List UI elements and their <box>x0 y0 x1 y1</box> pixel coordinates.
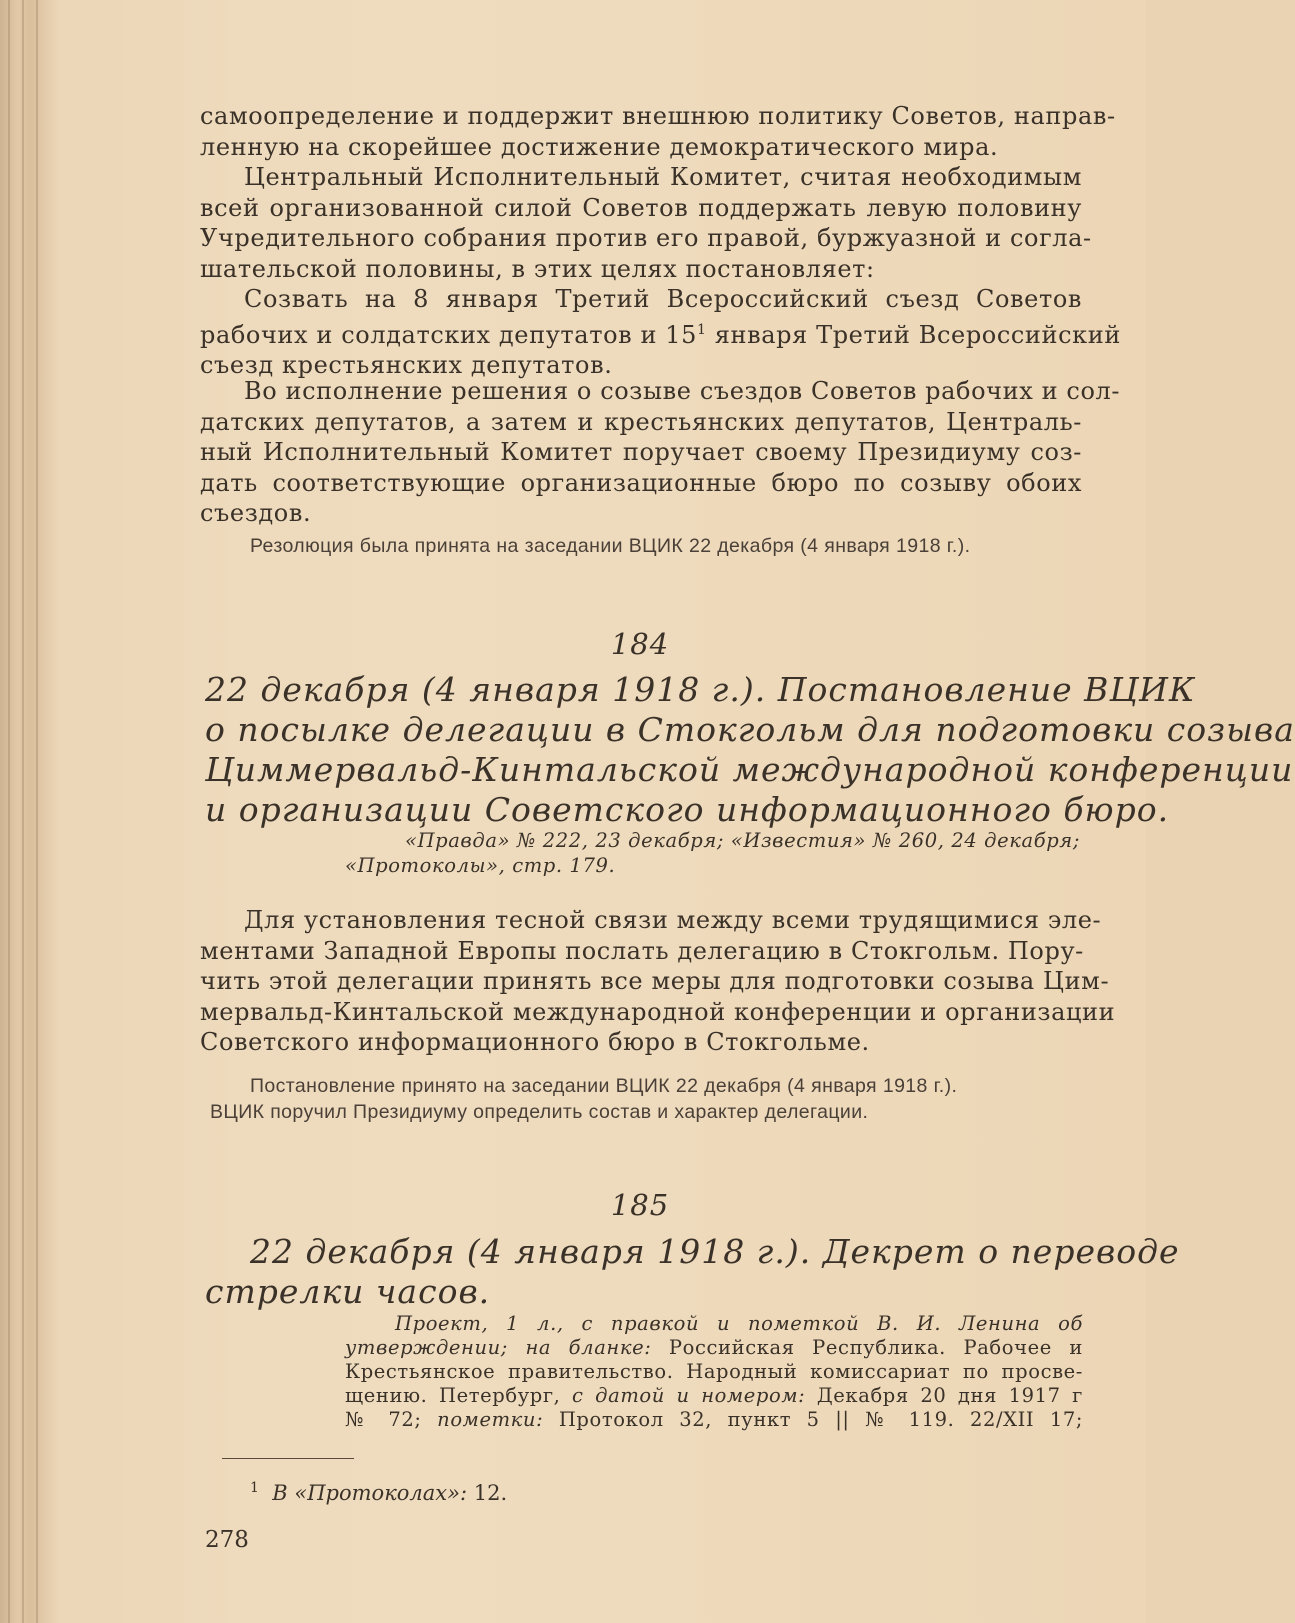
binding-edge <box>36 0 38 1623</box>
document-number: 184 <box>610 627 670 661</box>
binding-edge <box>8 0 10 1623</box>
paragraph-2 <box>200 162 1092 284</box>
resolution-note: Резолюция была принята на заседании ВЦИК 22 декабря (4 января 1918 г.). <box>250 535 971 557</box>
source-plain: щению. Петербург, <box>345 1384 573 1407</box>
source-plain: № 72; <box>345 1408 438 1431</box>
title-line: и организации Советского информационного бюро. <box>205 790 1170 829</box>
text-line: Во исполнение решения о созыве съездов Советов рабочих и сол- <box>244 377 1121 405</box>
text-line: датских депутатов, а затем и крестьянских депутатов, Централь- <box>200 407 1082 436</box>
source-plain: Российская Республика. Рабочее и <box>651 1336 1083 1359</box>
source-line <box>345 1408 1083 1432</box>
text-line: мервальд-Кинтальской международной конференции и организации <box>200 997 1116 1026</box>
text-line: ный Исполнительный Комитет поручает своему Президиуму соз- <box>200 438 1082 466</box>
paragraph-4 <box>200 376 1121 529</box>
text-line-with-footnote <box>200 315 1121 351</box>
title-line: 22 декабря (4 января 1918 г.). Декрет о переводе <box>250 1232 1180 1271</box>
source-line: Крестьянское правительство. Народный комиссариат по просве- <box>345 1360 1083 1383</box>
text-line: всей организованной силой Советов поддержать левую половину <box>200 193 1082 222</box>
note-line: ВЦИК поручил Президиуму определить состав и характер делегации. <box>210 1101 869 1123</box>
note-line: Постановление принято на заседании ВЦИК 22 декабря (4 января 1918 г.). <box>250 1075 958 1097</box>
text-line: Учредительного собрания против его правой, буржуазной и согла- <box>200 224 1092 252</box>
document-body <box>200 905 1116 1058</box>
document-number: 185 <box>610 1188 670 1222</box>
source-line: «Протоколы», стр. 179. <box>345 854 616 877</box>
document-title <box>205 1232 1180 1312</box>
source-line: Проект, 1 л., с правкой и пометкой В. И. Ленина об <box>395 1312 1083 1335</box>
text-line: Для установления тесной связи между всеми трудящимися эле- <box>244 906 1102 934</box>
source-line <box>345 1336 1083 1360</box>
text-line: ментами Западной Европы послать делегацию в Стокгольм. Пору- <box>200 936 1084 965</box>
text-line: самоопределение и поддержит внешнюю политику Советов, направ- <box>200 102 1116 130</box>
title-line: 22 декабря (4 января 1918 г.). Постановление ВЦИК <box>205 670 1196 709</box>
source-line <box>345 1384 1083 1408</box>
document-note <box>210 1073 1082 1125</box>
document-source <box>345 828 1080 878</box>
paragraph-1 <box>200 101 1116 162</box>
footnote-divider <box>222 1458 354 1459</box>
footnote <box>250 1480 507 1505</box>
text-line: ленную на скорейшее достижение демократического мира. <box>200 132 999 161</box>
source-italic: утверждении; на бланке: <box>345 1336 652 1359</box>
text-line: Созвать на 8 января Третий Всероссийский съезд Советов <box>244 285 1082 313</box>
paragraph-3 <box>200 284 1121 381</box>
document-title <box>205 670 1295 830</box>
text-line: Центральный Исполнительный Комитет, считая необходимым <box>244 163 1082 191</box>
title-line: стрелки часов. <box>205 1272 491 1311</box>
title-line: Циммервальд-Кинтальской международной конференции <box>205 750 1294 789</box>
text-fragment: рабочих и солдатских депутатов и 15 <box>200 320 698 349</box>
page-number: 278 <box>205 1527 249 1553</box>
text-fragment: января Третий Всероссийский <box>714 320 1121 349</box>
text-line: съезд крестьянских депутатов. <box>200 351 613 379</box>
footnote-italic: В «Протоколах»: <box>272 1481 468 1505</box>
source-italic: с датой и номером: <box>572 1384 806 1407</box>
source-plain: Протокол 32, пункт 5 || № 119. 22/XII 17; <box>543 1408 1083 1431</box>
footnote-ref: 1 <box>697 321 707 338</box>
source-line: «Правда» № 222, 23 декабря; «Известия» № 260, 24 декабря; <box>404 829 1080 852</box>
binding-edge <box>22 0 24 1623</box>
footnote-plain: 12. <box>467 1481 508 1505</box>
source-italic: пометки: <box>437 1408 544 1431</box>
text-line: чить этой делегации принять все меры для подготовки созыва Цим- <box>200 967 1110 995</box>
text-line: Советского информационного бюро в Стокгольме. <box>200 1028 870 1056</box>
document-source <box>345 1312 1083 1432</box>
title-line: о посылке делегации в Стокгольм для подготовки созыва <box>205 710 1295 749</box>
text-line: дать соответствующие организационные бюро по созыву обоих <box>200 468 1082 497</box>
text-line: шательской половины, в этих целях постановляет: <box>200 254 875 283</box>
source-plain: Декабря 20 дня 1917 г <box>805 1384 1083 1407</box>
footnote-mark: 1 <box>250 1480 259 1496</box>
text-line: съездов. <box>200 499 312 527</box>
